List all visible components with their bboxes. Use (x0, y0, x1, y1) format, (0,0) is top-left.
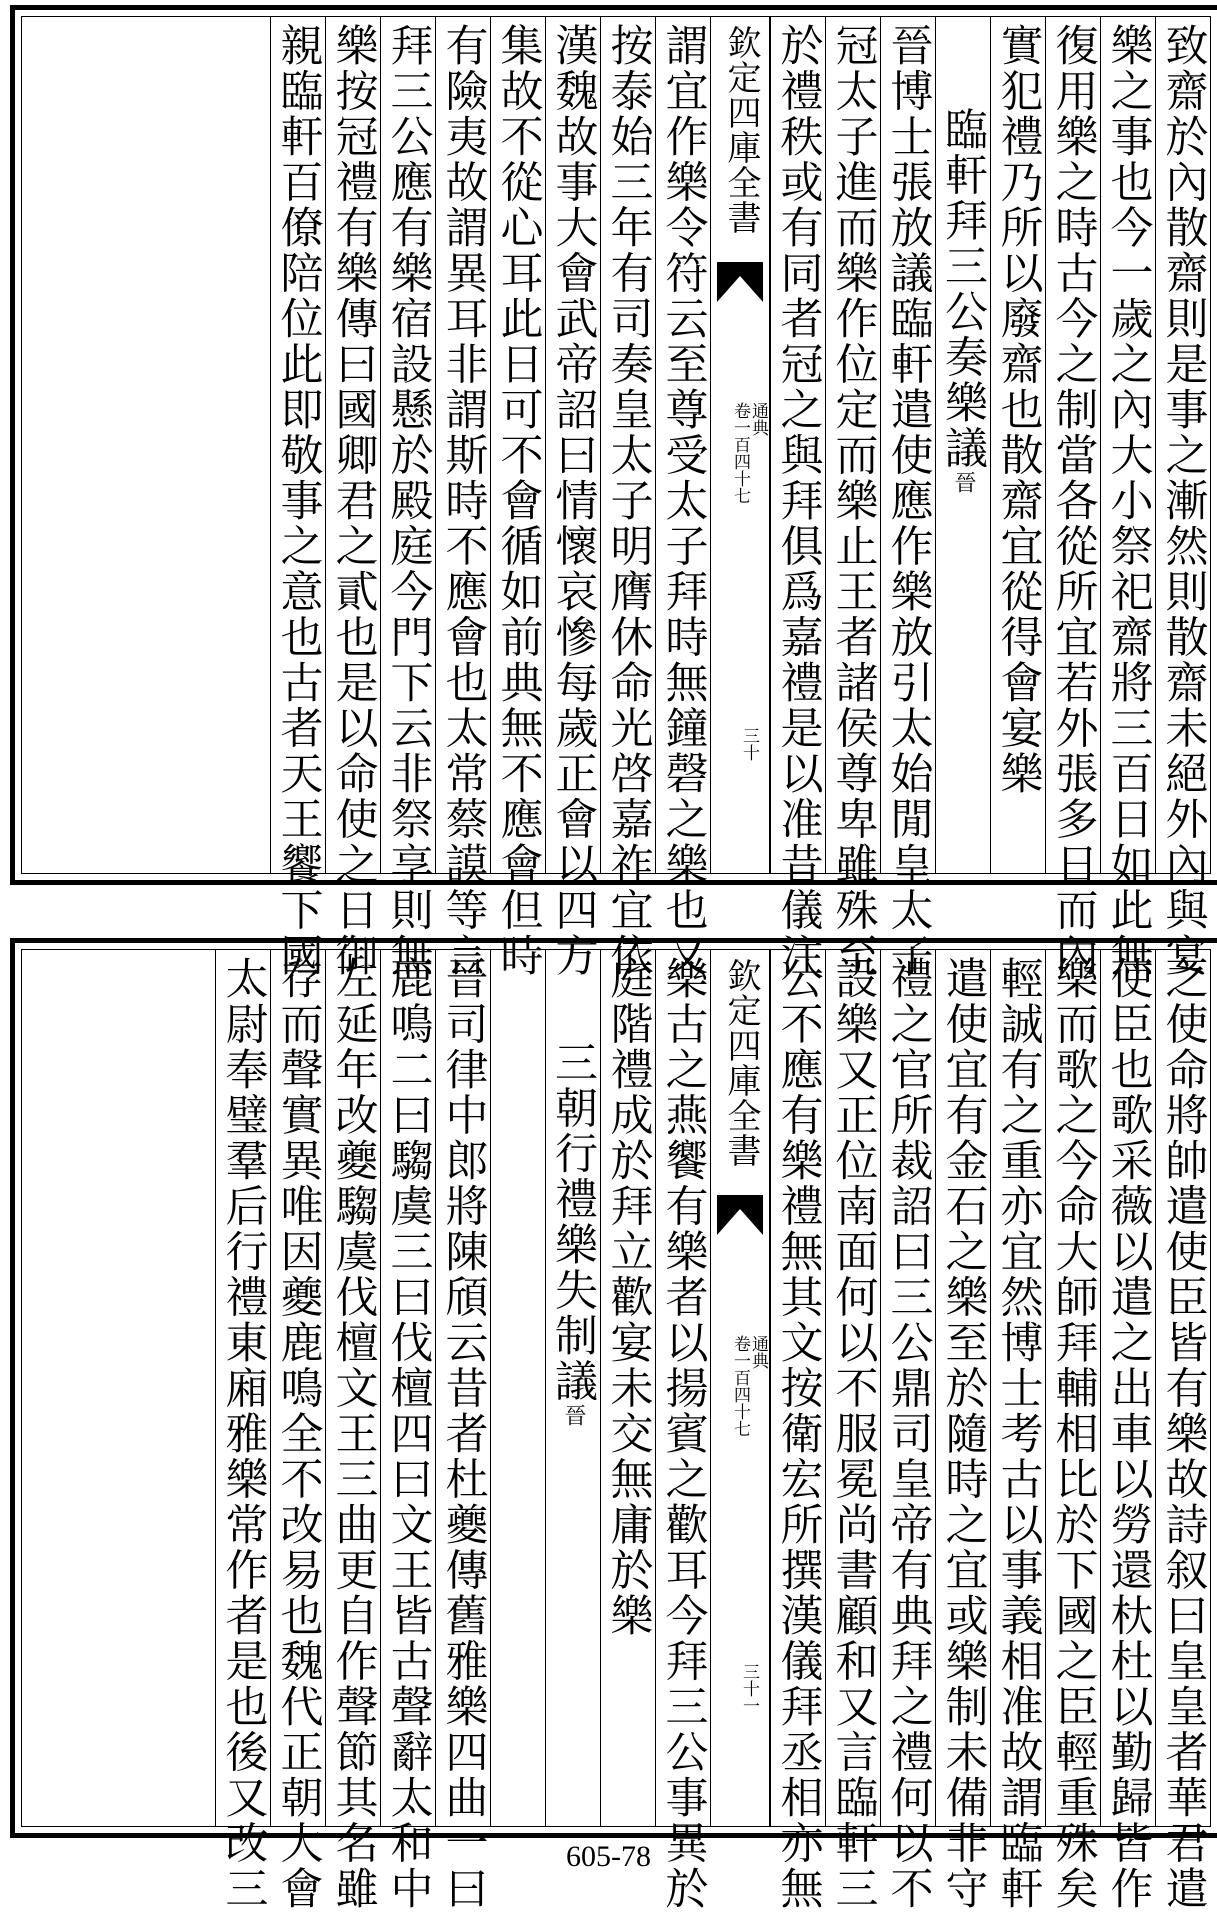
text-column (990, 950, 1045, 1912)
section-title-text: 三朝行禮樂失制議 (548, 1040, 598, 1404)
book-title: 欽定四庫全書 (721, 25, 761, 235)
column-text: 之使命將帥遣使臣皆有樂故詩叙曰皇皇者華君遣 (1158, 956, 1209, 1912)
text-column (380, 950, 435, 1912)
text-column (770, 950, 825, 1912)
text-column (435, 17, 490, 979)
text-column (600, 950, 655, 1826)
column-text: 遣使宜有金石之樂至於隨時之宜或樂制未備非守 (938, 956, 989, 1912)
column-text: 有險夷故謂異耳非謂斯時不應會也太常蔡謨等言 (438, 23, 489, 979)
text-column (270, 950, 325, 1912)
column-text: 樂之事也今一歲之內大小祭祀齋將三百日如此無 (1103, 23, 1154, 979)
text-column (655, 17, 710, 979)
column-text: 使臣也歌采薇以遣之出車以勞還杕杜以勤歸皆作 (1103, 956, 1154, 1912)
book-name: 通典 (748, 402, 768, 436)
text-column (1045, 950, 1100, 1912)
column-text: 樂而歌之今命大師拜輔相比於下國之臣輕重殊矣 (1048, 956, 1099, 1912)
volume-label (731, 1335, 767, 1437)
column-text: 鹿鳴二曰騶虞三曰伐檀四曰文王皆古聲辭太和中 (383, 956, 434, 1912)
text-column (770, 17, 825, 979)
column-text: 樂按冠禮有樂傳曰國卿君之貳也是以命使之日御 (328, 23, 379, 979)
column-text: 親臨軒百僚陪位此即敬事之意也古者天王饗下國 (273, 23, 324, 979)
text-column (545, 17, 600, 979)
volume-number: 卷一百四十七 (730, 1335, 750, 1437)
text-column (270, 17, 325, 979)
text-column (655, 950, 710, 1912)
text-column (215, 950, 270, 1912)
text-column (435, 950, 490, 1912)
column-text: 漢魏故事大會武帝詔曰情懷哀慘每歲正會以四方 (548, 23, 599, 979)
volume-number: 卷一百四十七 (730, 402, 750, 504)
column-text: 設樂又正位南面何以不服冕尚書顧和又言臨軒三 (828, 956, 879, 1912)
column-text: 於禮秩或有同者冠之與拜俱爲嘉禮是以准昔儀注 (773, 23, 824, 979)
section-title-text: 臨軒拜三公奏樂議 (938, 107, 988, 471)
text-column (880, 17, 935, 979)
column-text: 輕誠有之重亦宜然博士考古以事義相准故謂臨軒 (993, 956, 1044, 1912)
column-text: 晉司律中郎將陳頎云昔者杜夔傳舊雅樂四曲一曰 (438, 956, 489, 1912)
text-column (325, 17, 380, 979)
volume-label (731, 402, 767, 504)
book-name: 通典 (748, 1335, 768, 1369)
fishtail-mark-icon (717, 1195, 763, 1235)
blank-column (490, 950, 545, 1826)
column-text: 謂宜作樂令符云至尊受太子拜時無鐘磬之樂也又 (658, 23, 709, 979)
text-column (1155, 950, 1210, 1912)
column-text: 拜三公應有樂宿設懸於殿庭今門下云非祭享則無 (383, 23, 434, 979)
text-column (990, 17, 1045, 873)
text-column (880, 950, 935, 1912)
column-text: 實犯禮乃所以廢齋也散齋宜從得會宴樂 (993, 23, 1044, 797)
upper-half-page (10, 5, 1217, 979)
text-column (1155, 17, 1210, 979)
page-number: 605-78 (566, 1840, 651, 1873)
text-column (825, 950, 880, 1912)
column-text: 太尉奉璧羣后行禮東廂雅樂常作者是也後又改三 (218, 956, 269, 1912)
folio-number: 三十 (739, 727, 759, 761)
column-text: 集故不從心耳此日可不會循如前典無不應會但時 (493, 23, 544, 979)
section-title (545, 950, 601, 1826)
text-column (1100, 950, 1155, 1912)
column-text: 復用樂之時古今之制當各從所宜若外張多日而內 (1048, 23, 1099, 979)
section-title-column (935, 17, 990, 873)
section-title (935, 17, 991, 873)
dynasty-note: 晉 (951, 471, 976, 493)
text-column (600, 17, 655, 979)
column-text: 庭階禮成於拜立歡宴未交無庸於樂 (603, 956, 654, 1639)
upper-page-frame (21, 16, 1211, 979)
folio-number: 三十一 (739, 1663, 759, 1714)
column-text: 晉博士張放議臨軒遣使應作樂放引太始閒皇太子 (883, 23, 934, 979)
column-text: 存而聲實異唯因夔鹿鳴全不改易也魏代正朝大會 (273, 956, 324, 1912)
column-text: 左延年改夔騶虞伐檀文王三曲更自作聲節其名雖 (328, 956, 379, 1912)
text-column (825, 17, 880, 979)
text-column (325, 950, 380, 1912)
column-text: 禮之官所裁詔曰三公鼎司皇帝有典拜之禮何以不 (883, 956, 934, 1912)
text-column (490, 17, 545, 979)
text-column (935, 950, 990, 1912)
text-column (380, 17, 435, 979)
center-band (710, 950, 770, 1826)
column-text: 樂古之燕饗有樂者以揚賓之歡耳今拜三公事異於 (658, 956, 709, 1912)
column-text: 按泰始三年有司奏皇太子明膺休命光啓嘉祚宜依 (603, 23, 654, 979)
section-title-column (545, 950, 600, 1826)
text-column (1100, 17, 1155, 979)
fishtail-mark-icon (717, 262, 763, 302)
column-text: 公不應有樂禮無其文按衛宏所撰漢儀拜丞相亦無 (773, 956, 824, 1912)
text-column (1045, 17, 1100, 979)
column-text: 致齋於內散齋則是事之漸然則散齋未絕外內與宴 (1158, 23, 1209, 979)
dynasty-note: 晉 (561, 1404, 586, 1426)
center-band (710, 17, 770, 873)
column-text: 冠太子進而樂作位定而樂止王者諸侯尊卑雖殊至 (828, 23, 879, 979)
book-title: 欽定四庫全書 (721, 958, 761, 1168)
